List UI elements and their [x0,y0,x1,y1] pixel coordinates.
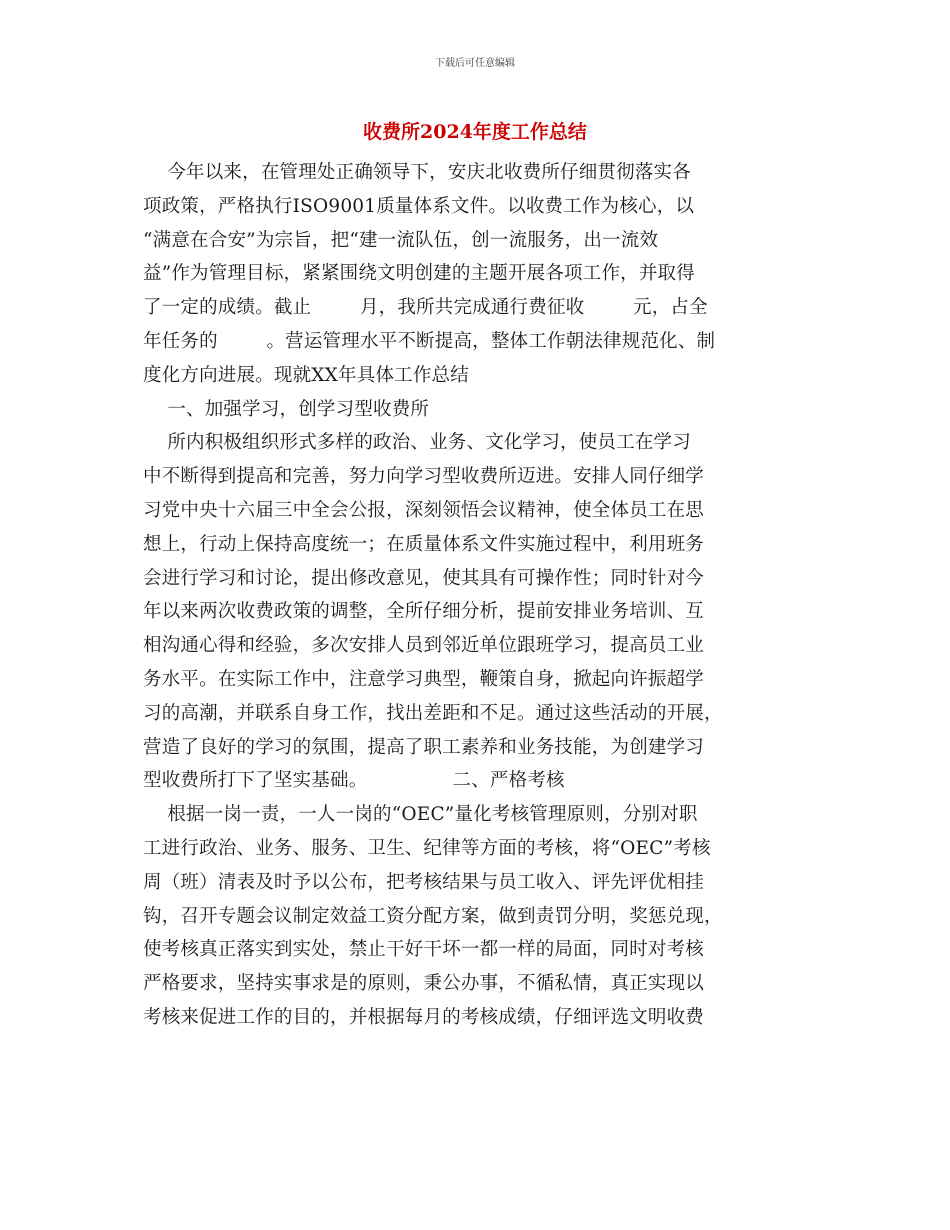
body-text-line: 务水平。在实际工作中，注意学习典型，鞭策自身，掀起向许振超学 [143,669,705,690]
body-text-line: 会进行学习和讨论，提出修改意见，使其具有可操作性；同时针对今 [143,567,705,589]
document-title: 收费所2024年度工作总结 [363,121,587,143]
body-text-line: 考核来促进工作的目的，并根据每月的考核成绩，仔细评选文明收费 [143,1007,705,1028]
body-text-line: 度化方向进展。现就XX年具体工作总结 [143,364,469,386]
body-text-line: 年以来两次收费政策的调整，全所仔细分析，提前安排业务培训、互 [143,601,705,623]
body-text-line: 今年以来，在管理处正确领导下，安庆北收费所仔细贯彻落实各 [143,162,691,183]
body-text-line: 一、加强学习，创学习型收费所 [143,398,430,420]
body-text-line: 习的高潮，并联系自身工作，找出差距和不足。通过这些活动的开展， [143,702,723,724]
body-text-line: 工进行政治、业务、服务、卫生、纪律等方面的考核，将“OEC”考核 [143,838,711,859]
body-text-line: “满意在合安”为宗旨，把“建一流队伍，创一流服务，出一流效 [143,229,659,251]
body-text-line: 了一定的成绩。截止 月，我所共完成通行费征收 元，占全 [143,297,708,319]
body-text-line: 型收费所打下了坚实基础。 二、严格考核 [143,770,565,792]
body-text-line: 习党中央十六届三中全会公报，深刻领悟会议精神，使全体员工在思 [143,500,705,521]
body-text-line: 使考核真正落实到实处，禁止干好干坏一都一样的局面，同时对考核 [143,939,705,961]
body-text-line: 中不断得到提高和完善，努力向学习型收费所迈进。安排人同仔细学 [143,466,705,488]
body-text-line: 益”作为管理目标，紧紧围绕文明创建的主题开展各项工作，并取得 [143,263,695,285]
body-text-line: 项政策，严格执行ISO9001质量体系文件。以收费工作为核心，以 [143,195,695,217]
body-text-line: 根据一岗一责，一人一岗的“OEC”量化考核管理原则，分别对职 [143,804,698,826]
body-text-line: 营造了良好的学习的氛围，提高了职工素养和业务技能，为创建学习 [143,736,705,758]
body-text-line: 周（班）清表及时予以公布，把考核结果与员工收入、评先评优相挂 [143,871,705,893]
body-text-line: 想上，行动上保持高度统一；在质量体系文件实施过程中，利用班务 [143,533,705,555]
body-text-line: 所内积极组织形式多样的政治、业务、文化学习，使员工在学习 [143,432,691,454]
page-header-note: 下载后可任意编辑 [435,58,515,69]
body-text-line: 钩，召开专题会议制定效益工资分配方案，做到责罚分明，奖惩兑现， [143,905,723,927]
body-text-line: 年任务的 。营运管理水平不断提高，整体工作朝法律规范化、制 [143,331,716,352]
body-text-line: 相沟通心得和经验，多次安排人员到邻近单位跟班学习，提高员工业 [143,635,705,657]
body-text-line: 严格要求，坚持实事求是的原则，秉公办事，不循私情，真正实现以 [143,973,705,995]
